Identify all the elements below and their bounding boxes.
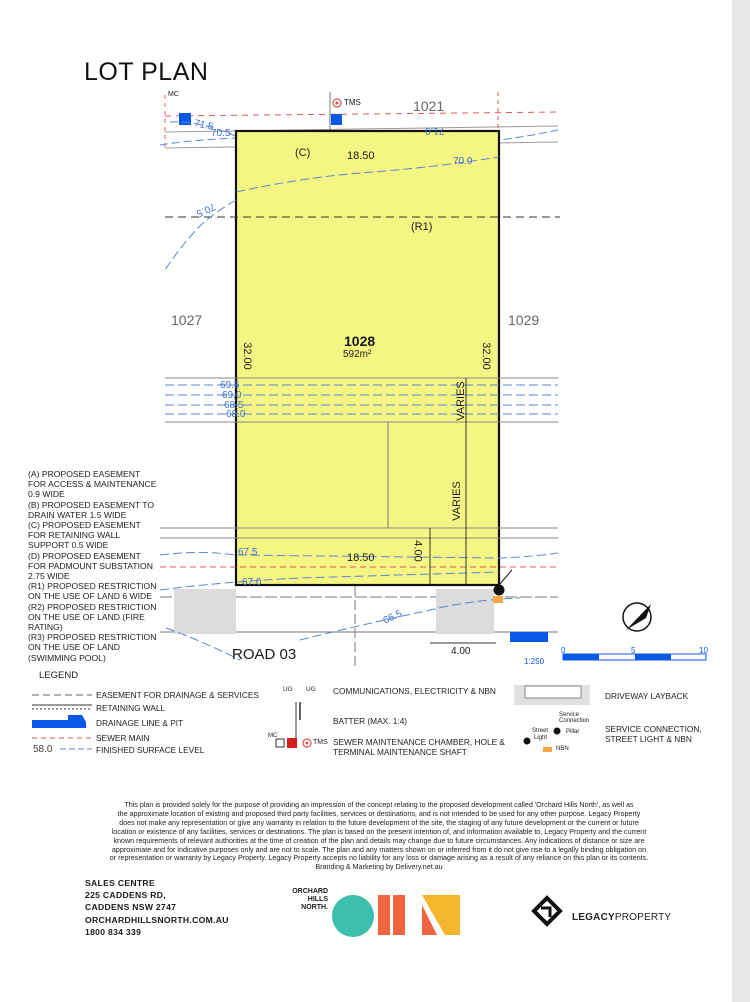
- north-label: N: [625, 612, 632, 622]
- note-line: ON THE USE OF LAND: [28, 642, 121, 653]
- note-line: (C) PROPOSED EASEMENT: [28, 520, 141, 531]
- frontage-dimension: 18.50: [347, 552, 375, 564]
- mc-label: MC: [168, 91, 179, 98]
- lot-number: 1028: [344, 333, 376, 349]
- varies-upper-label: VARIES: [454, 381, 467, 421]
- legend-sewer-chamber: SEWER MAINTENANCE CHAMBER, HOLE &: [333, 737, 505, 747]
- note-line: (A) PROPOSED EASEMENT: [28, 469, 141, 479]
- legend-sewer-main: SEWER MAIN: [96, 733, 150, 743]
- driveway-layback-1027: [174, 589, 236, 634]
- sales-address-2: CADDENS NSW 2747: [85, 902, 177, 913]
- left-side-dimension: 32.00: [240, 342, 253, 370]
- legend-sewer-chamber-2: TERMINAL MAINTENANCE SHAFT: [333, 747, 467, 757]
- legend-nbn: NBN: [556, 746, 569, 752]
- pit-top-2: [331, 114, 342, 125]
- scale-five: 5: [631, 646, 636, 655]
- scale-ten: 10: [699, 646, 708, 655]
- legend-easement-drainage: EASEMENT FOR DRAINAGE & SERVICES: [96, 690, 259, 700]
- note-line: (R2) PROPOSED RESTRICTION: [28, 601, 157, 612]
- contour-label: 69.0: [222, 390, 242, 401]
- contour-label: 67.5: [238, 547, 258, 558]
- disclaimer-line: This plan is provided solely for the purpose of providing an impression of the concept relating to the proposed development called 'Orchard Hills North', as well as: [124, 801, 634, 809]
- note-line: (R1) PROPOSED RESTRICTION: [28, 581, 157, 592]
- brand-word: HILLS: [307, 896, 328, 903]
- restriction-r1-label: (R1): [411, 221, 433, 233]
- note-line: FOR RETAINING WALL: [28, 530, 121, 541]
- legacy-logo: [534, 898, 560, 924]
- nbn-pit: [493, 596, 503, 603]
- legend-comms: COMMUNICATIONS, ELECTRICITY & NBN: [333, 686, 496, 696]
- note-line: (R3) PROPOSED RESTRICTION: [28, 632, 157, 643]
- legacy-wordmark: [572, 912, 671, 923]
- legend-retaining-wall: RETAINING WALL: [96, 703, 166, 713]
- orchard-hills-logo: [332, 895, 460, 937]
- note-line: FOR ACCESS & MAINTENANCE: [28, 479, 157, 490]
- brand-word: ORCHARD: [292, 888, 328, 895]
- note-line: FOR PADMOUNT SUBSTATION: [28, 560, 153, 571]
- contour-label: 68.0: [226, 409, 246, 420]
- legend-service-small: Service: [559, 712, 580, 718]
- legend-street-light-2: Light: [534, 735, 548, 741]
- legacy-bold: LEGACY: [572, 912, 615, 923]
- road-name: ROAD 03: [232, 646, 297, 663]
- sales-address-1: 225 CADDENS RD,: [85, 890, 166, 901]
- disclaimer-credit: Branding & Marketing by Delivery.net.au: [315, 863, 443, 872]
- legend-heading: LEGEND: [39, 670, 79, 681]
- drainage-pit-top: [179, 113, 191, 125]
- note-line: ON THE USE OF LAND (FIRE: [28, 611, 145, 622]
- legend-fsl-value: 58.0: [33, 744, 53, 755]
- legend-batter: BATTER (MAX. 1:4): [333, 716, 408, 726]
- setback-dimension: 4.00: [411, 540, 424, 562]
- note-line: 0.9 WIDE: [28, 489, 65, 500]
- lot-1029-label: 1029: [508, 312, 540, 328]
- scale-ratio: 1:250: [524, 657, 545, 666]
- varies-lower-label: VARIES: [450, 481, 463, 521]
- layback-width: 4.00: [451, 646, 471, 657]
- contour-label: 67.0: [242, 577, 262, 588]
- legend-drainage-line: DRAINAGE LINE & PIT: [96, 718, 184, 728]
- legend-service-connection: SERVICE CONNECTION,: [605, 724, 702, 734]
- contour-label: 71.5: [193, 118, 215, 133]
- disclaimer-line: the approximate location of existing and proposed third party facilities, services or destinations, and is not intended to be used for any other purpose. Legacy Property: [117, 809, 641, 818]
- disclaimer-line: location or existence of any facilities, services or destinations. The plan is based on the present intention of, and information available to, Legacy Property and the current: [111, 827, 647, 836]
- legend-ug-symbol: UG: [306, 686, 316, 693]
- page-title: LOT PLAN: [84, 58, 209, 86]
- legend-service-connection-2: STREET LIGHT & NBN: [605, 734, 692, 744]
- scale-zero: 0: [561, 646, 566, 655]
- disclaimer-line: or representation or warranty by Legacy Property. Legacy Property accepts no liability for any loss or damage arising as a result of any reliance on this plan or its contents.: [109, 854, 649, 863]
- note-line: (D) PROPOSED EASEMENT: [28, 550, 141, 561]
- sales-website[interactable]: ORCHARDHILLSNORTH.COM.AU: [85, 914, 229, 925]
- easement-notes: [28, 469, 168, 663]
- legend-tms-symbol: TMS: [313, 739, 328, 746]
- right-side-dimension: 32.00: [479, 342, 492, 370]
- legend-mc-symbol: MC: [268, 733, 278, 739]
- note-line: (SWIMMING POOL): [28, 652, 106, 663]
- lot-area: 592m²: [343, 349, 372, 360]
- note-line: DRAIN WATER 1.5 WIDE: [28, 509, 127, 520]
- orchard-hills-wordmark: [284, 888, 328, 912]
- legend-street-light: Street: [532, 728, 549, 734]
- lot-1021-label: 1021: [413, 98, 445, 114]
- contour-label: 68.5: [224, 400, 244, 411]
- contour-label: 69.5: [220, 380, 240, 391]
- legend-fsl: FINISHED SURFACE LEVEL: [96, 745, 205, 755]
- legend-pillar: Pillar: [566, 729, 580, 735]
- easement-c-label: (C): [295, 147, 311, 159]
- legend-ug-symbol: UG: [283, 686, 293, 693]
- legend-driveway: DRIVEWAY LAYBACK: [605, 691, 689, 701]
- rear-dimension: 18.50: [347, 150, 375, 162]
- disclaimer: [85, 801, 673, 872]
- note-line: ON THE USE OF LAND 6 WIDE: [28, 591, 152, 602]
- sales-centre-block: [85, 877, 229, 938]
- legend-service-small-2: Connection: [559, 718, 590, 724]
- contour-label: 70.0: [453, 156, 473, 167]
- contour-label: 66.5: [381, 608, 404, 627]
- note-line: RATING): [28, 622, 63, 633]
- driveway-layback-1028: [436, 589, 494, 634]
- contour-label: 71.0: [425, 125, 445, 136]
- tms-label: TMS: [344, 98, 361, 107]
- street-light: [494, 585, 505, 596]
- lot-1027-label: 1027: [171, 312, 203, 328]
- disclaimer-line: does not make any representation or give any warranty in relation to the future development of the site, the staging of any future development or the current or future: [119, 818, 639, 827]
- note-line: SUPPORT 0.5 WIDE: [28, 540, 109, 551]
- disclaimer-line: approximate and for indicative purposes only and are not to scale. The plan and any matters shown on or inferred from it do not give rise to a legally binding obligation on: [111, 845, 647, 854]
- note-line: 2.75 WIDE: [28, 571, 70, 582]
- legacy-rest: PROPERTY: [614, 912, 672, 923]
- contour-label: 70.5: [211, 128, 231, 139]
- disclaimer-line: known requirements of relevant authorities at the time of creation of the plan and details may change due to future circumstances. Any indications of distance or size are: [113, 836, 645, 845]
- sales-phone[interactable]: 1800 834 339: [85, 926, 142, 937]
- brand-word: NORTH.: [301, 904, 328, 911]
- drainage-pit-bottom: [510, 632, 548, 642]
- note-line: (B) PROPOSED EASEMENT TO: [28, 499, 155, 510]
- sales-heading: SALES CENTRE: [85, 878, 155, 888]
- contour-label: 70.5: [194, 200, 217, 219]
